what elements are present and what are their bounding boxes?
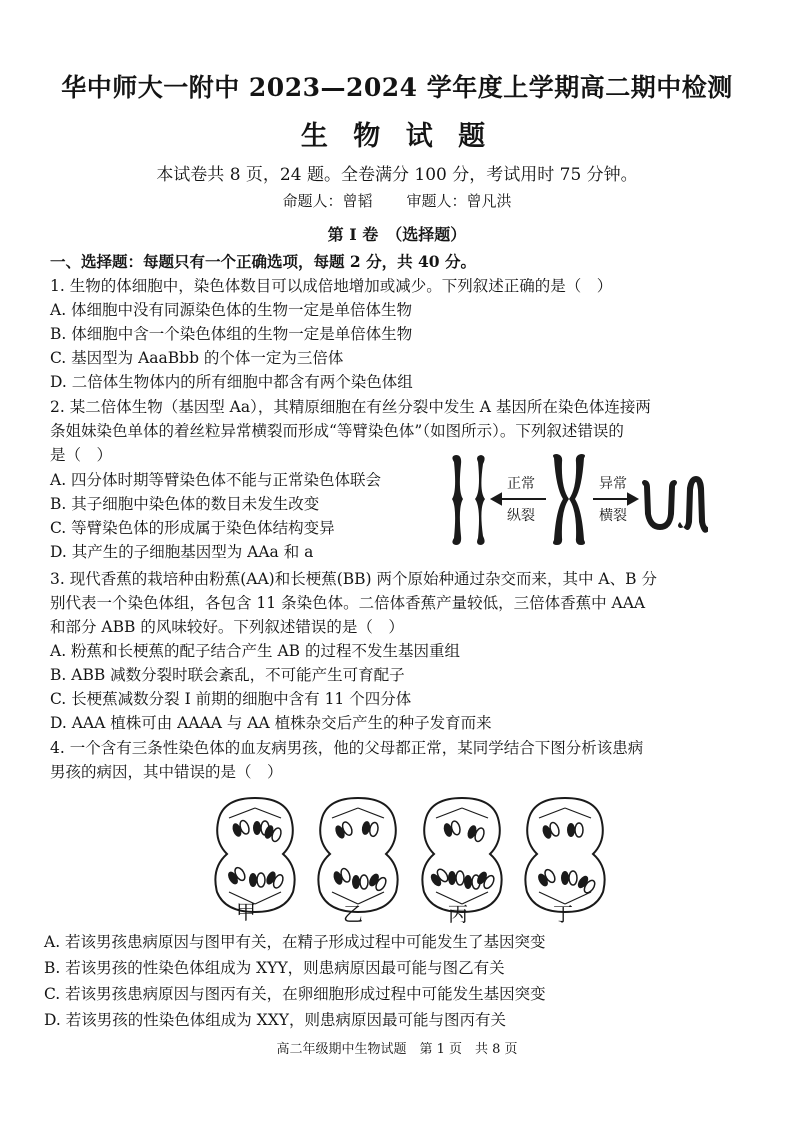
- q2-option-c: C. 等臂染色体的形成属于染色体结构变异: [50, 519, 335, 537]
- cell-label-jia: 甲: [236, 900, 256, 924]
- exam-subtitle: 生 物 试 题: [300, 121, 494, 152]
- q4-option-d: D. 若该男孩的性染色体组成为 XXY，则患病原因最可能与图丙有关: [44, 1011, 506, 1029]
- cell-label-yi: 乙: [343, 902, 363, 926]
- label-longitudinal: 纵裂: [507, 508, 535, 524]
- part-title: 第 I 卷 （选择题）: [327, 225, 467, 244]
- page-footer: 高二年级期中生物试题 第 1 页 共 8 页: [276, 1042, 518, 1057]
- q2-option-a: A. 四分体时期等臂染色体不能与正常染色体联会: [50, 471, 382, 489]
- q2-stem-line-2: 条姐妹染色单体的着丝粒异常横裂而形成“等臂染色体”（如图所示）。下列叙述错误的: [50, 422, 624, 440]
- arrow-left-icon: [492, 494, 501, 504]
- arrow-right-icon: [628, 494, 637, 504]
- x-chromosome-right: [569, 454, 585, 545]
- q2-stem-line-3: 是（ ）: [50, 446, 113, 464]
- q3-stem-line-2: 别代表一个染色体组，各包含 11 条染色体。二倍体香蕉产量较低，三倍体香蕉中 AAA: [50, 594, 646, 612]
- label-normal: 正常: [507, 476, 535, 492]
- q3-stem-line-3: 和部分 ABB 的风味较好。下列叙述错误的是（ ）: [50, 618, 404, 636]
- q1-option-c: C. 基因型为 AaaBbb 的个体一定为三倍体: [50, 349, 344, 367]
- section-heading: 一、选择题：每题只有一个正确选项，每题 2 分，共 40 分。: [50, 252, 476, 271]
- chromatid-left: [452, 455, 463, 545]
- q4-option-b: B. 若该男孩的性染色体组成为 XYY，则患病原因最可能与图乙有关: [44, 959, 505, 977]
- q1-option-d: D. 二倍体生物体内的所有细胞中都含有两个染色体组: [50, 373, 413, 391]
- exam-title: 华中师大一附中 2023—2024 学年度上学期高二期中检测: [61, 73, 733, 102]
- authors-line: [0, 190, 794, 211]
- isochromosome-u: [642, 480, 677, 530]
- x-chromosome-left: [553, 454, 569, 545]
- q3-option-c: C. 长梗蕉减数分裂 I 前期的细胞中含有 11 个四分体: [50, 690, 412, 708]
- q3-stem-line-1: 3. 现代香蕉的栽培种由粉蕉(AA)和长梗蕉(BB) 两个原始种通过杂交而来，其中 A、B 分: [50, 570, 657, 588]
- label-transverse: 横裂: [599, 508, 627, 524]
- reviewer-label: 审题人：: [406, 192, 467, 210]
- chromatid-right: [475, 455, 485, 545]
- cell-label-bing: 丙: [448, 902, 468, 926]
- cell-yi: [318, 798, 397, 912]
- cell-label-ding: 丁: [553, 902, 573, 926]
- q1-option-a: A. 体细胞中没有同源染色体的生物一定是单倍体生物: [50, 301, 413, 319]
- isochromosome-figure: [448, 452, 708, 548]
- reviewer-name: 曾凡洪: [466, 192, 512, 210]
- label-abnormal: 异常: [599, 476, 627, 492]
- cell-division-figure: [200, 788, 610, 928]
- cell-bing: [422, 798, 501, 912]
- exam-info: 本试卷共 8 页，24 题。全卷满分 100 分，考试用时 75 分钟。: [156, 165, 638, 185]
- q2-stem-line-1: 2. 某二倍体生物（基因型 Aa），其精原细胞在有丝分裂中发生 A 基因所在染色体连接两: [50, 398, 651, 416]
- q3-option-d: D. AAA 植株可由 AAAA 与 AA 植株杂交后产生的种子发育而来: [50, 714, 492, 732]
- q4-stem-line-2: 男孩的病因，其中错误的是（ ）: [50, 763, 283, 781]
- author-name: 曾韬: [342, 192, 373, 210]
- author-label: 命题人：: [282, 192, 343, 210]
- q3-option-b: B. ABB 减数分裂时联会紊乱，不可能产生可育配子: [50, 666, 405, 684]
- cell-jia: [215, 798, 294, 912]
- q4-option-a: A. 若该男孩患病原因与图甲有关，在精子形成过程中可能发生了基因突变: [44, 933, 546, 951]
- isochromosome-arch: [678, 476, 708, 533]
- q2-option-b: B. 其子细胞中染色体的数目未发生改变: [50, 495, 320, 513]
- cell-ding: [525, 798, 604, 912]
- q2-option-d: D. 其产生的子细胞基因型为 AAa 和 a: [50, 543, 314, 561]
- q4-option-c: C. 若该男孩患病原因与图丙有关，在卵细胞形成过程中可能发生基因突变: [44, 985, 546, 1003]
- q1-option-b: B. 体细胞中含一个染色体组的生物一定是单倍体生物: [50, 325, 413, 343]
- q1-stem: 1. 生物的体细胞中，染色体数目可以成倍地增加或减少。下列叙述正确的是（ ）: [50, 277, 613, 295]
- q4-stem-line-1: 4. 一个含有三条性染色体的血友病男孩，他的父母都正常，某同学结合下图分析该患病: [50, 739, 644, 757]
- q3-option-a: A. 粉蕉和长梗蕉的配子结合产生 AB 的过程不发生基因重组: [50, 642, 460, 660]
